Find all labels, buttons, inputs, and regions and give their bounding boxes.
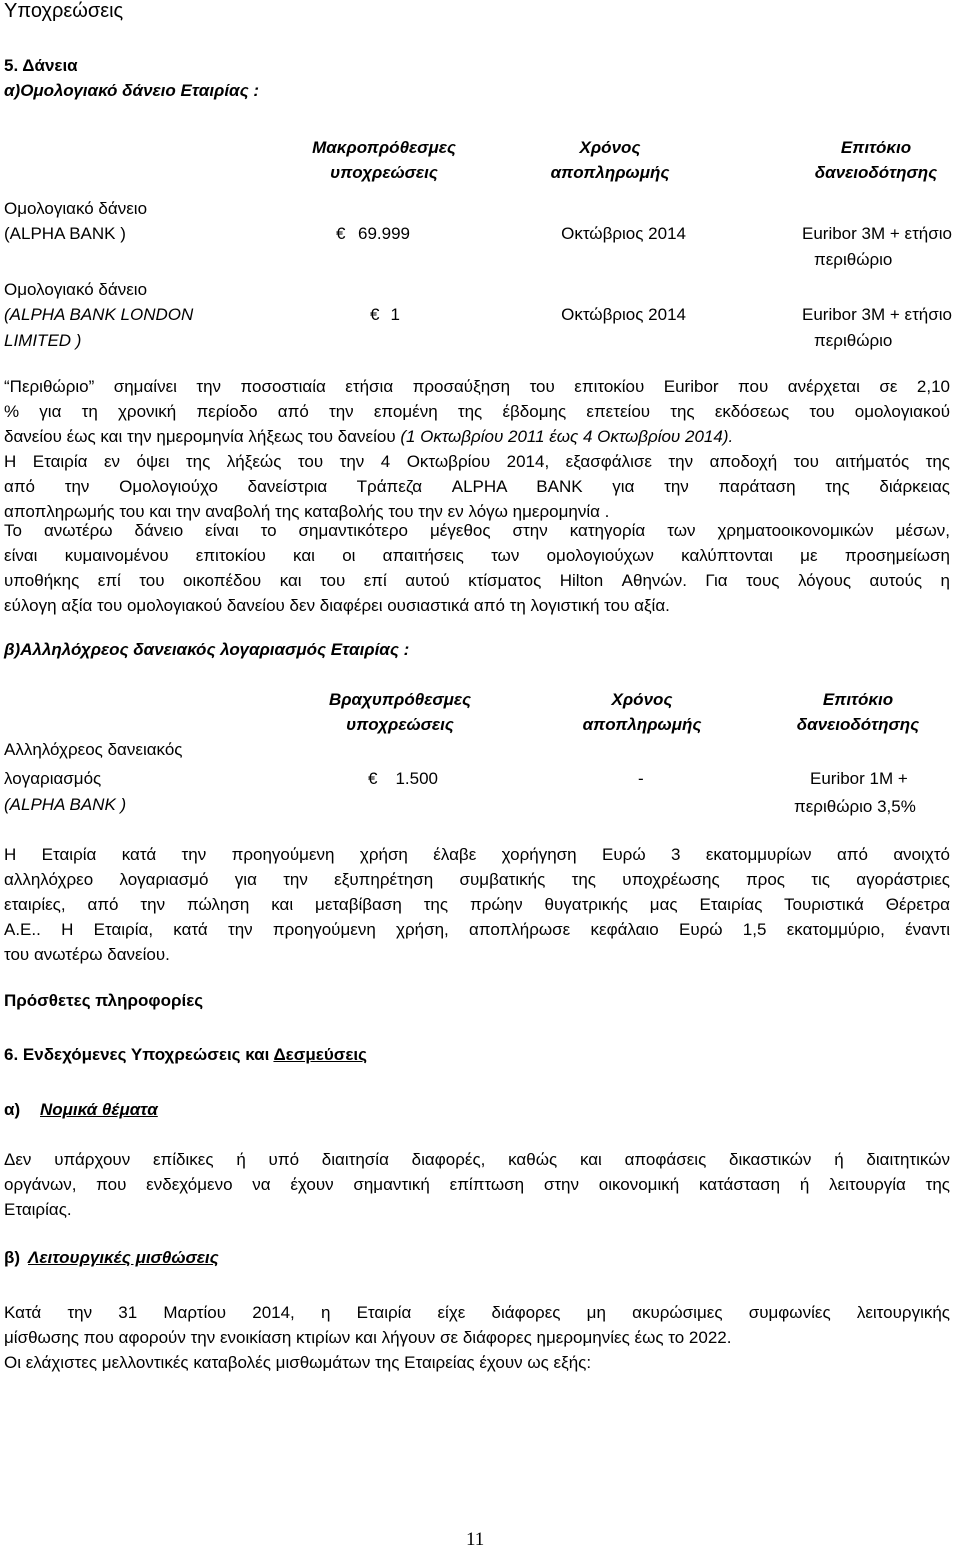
col-header-maturity-2: αποπληρωμής (550, 163, 670, 182)
text-line: του ανωτέρω δανείου. (4, 945, 170, 964)
page-heading: Υποχρεώσεις (4, 0, 124, 22)
rowb-rate-1: Euribor 1M + (810, 769, 908, 788)
row2-label-1: Ομολογιακό δάνειο (4, 280, 148, 299)
row1-maturity: Οκτώβριος 2014 (561, 224, 686, 243)
section-5-title: 5. Δάνεια (4, 56, 78, 75)
subsection-a-title: α)Ομολογιακό δάνειο Εταιρίας : (4, 81, 260, 100)
text-line: Κατά την 31 Μαρτίου 2014, η Εταιρία είχε διάφορες μη ακυρώσιμες συμφωνίες λειτουργικής (4, 1303, 950, 1322)
section-6-title-text: 6. Ενδεχόμενες Υποχρεώσεις και (4, 1045, 274, 1064)
rowb-label-2: λογαριασμός (4, 769, 102, 788)
colb-header-short-term: Βραχυπρόθεσμες (328, 690, 472, 709)
text-line: μίσθωσης που αφορούν την ενοικίαση κτιρίων και λήγουν σε διάφορες ημερομηνίες έως το 2022. (4, 1328, 732, 1347)
bond-significance-paragraph (4, 518, 950, 618)
rowb-label-3: (ALPHA BANK ) (4, 795, 127, 814)
current-account-paragraph (4, 842, 950, 967)
text-line: Εταιρίας. (4, 1200, 72, 1219)
row1-rate-2: περιθώριο (814, 250, 893, 269)
text-line: εταιρίες, από την πώληση και μεταβίβαση της πρώην θυγατρικής μας Εταιρίας Τουριστικά Θέρετρα (4, 895, 950, 914)
subsection-b-title: β)Αλληλόχρεος δανειακός λογαριασμός Εταιρίας : (4, 640, 410, 659)
row1-label-2: (ALPHA BANK ) (4, 224, 126, 243)
text-line: εύλογη αξία του ομολογιακού δανείου δεν διαφέρει ουσιαστικά από τη λογιστική του αξία. (4, 596, 670, 615)
col-header-long-term: Μακροπρόθεσμες (312, 138, 456, 157)
text-line: αλληλόχρεο λογαριασμό για την εξυπηρέτηση συμβατικής της υποχρέωσης προς τις αγοράστριες (4, 870, 950, 889)
colb-header-maturity: Χρόνος (611, 690, 673, 709)
additional-info-heading: Πρόσθετες πληροφορίες (4, 991, 204, 1010)
leases-paragraph (4, 1300, 950, 1375)
text-line: Το ανωτέρω δάνειο είναι το σημαντικότερο μέγεθος στην κατηγορία των χρηματοοικονομικών μέσων, (4, 521, 950, 540)
rowb-rate-2: περιθώριο 3,5% (794, 797, 916, 816)
colb-header-rate: Επιτόκιο (822, 690, 894, 709)
text-line: Α.Ε.. Η Εταιρία, κατά την προηγούμενη χρήση, αποπλήρωσε κεφάλαιο Ευρώ 1,5 εκατομμύριο, έναντι (4, 920, 950, 939)
col-header-maturity: Χρόνος (579, 138, 641, 157)
row2-rate-1: Euribor 3M + ετήσιο (802, 305, 952, 324)
rowb-currency: € (368, 769, 378, 788)
leases-label: β) (4, 1248, 21, 1267)
rowb-amount: 1.500 (395, 769, 438, 788)
page-number: 11 (466, 1529, 485, 1550)
legal-paragraph (4, 1147, 950, 1222)
text-line: οργάνων, που ενδεχόμενο να έχουν σημαντική επίπτωση στην οικονομική κατάσταση ή λειτουργία της (4, 1175, 950, 1194)
section-6-title-underlined: Δεσμεύσεις (273, 1045, 367, 1064)
margin-definition-paragraph (4, 374, 950, 449)
rowb-maturity: - (638, 769, 644, 788)
colb-header-maturity-2: αποπληρωμής (582, 715, 702, 734)
row1-label-1: Ομολογιακό δάνειο (4, 199, 148, 218)
row1-rate-1: Euribor 3M + ετήσιο (802, 224, 952, 243)
text-line (4, 424, 950, 449)
text-line: Η Εταιρία εν όψει της λήξεώς του την 4 Οκτωβρίου 2014, εξασφάλισε την αποδοχή του αιτήματός της (4, 452, 950, 471)
col-header-long-term-2: υποχρεώσεις (330, 163, 438, 182)
col-header-rate-2: δανειοδότησης (814, 163, 938, 182)
colb-header-short-term-2: υποχρεώσεις (346, 715, 454, 734)
row2-currency: € (370, 305, 380, 324)
colb-header-rate-2: δανειοδότησης (796, 715, 920, 734)
text-line: Οι ελάχιστες μελλοντικές καταβολές μισθωμάτων της Εταιρείας έχουν ως εξής: (4, 1353, 592, 1372)
section-6-title (4, 1043, 367, 1066)
text-line: είναι κυμαινομένου επιτοκίου και οι απαιτήσεις των ομολογιούχων καλύπτονται με προσημείωση (4, 546, 950, 565)
row2-label-2: (ALPHA BANK LONDON (4, 305, 194, 324)
row1-amount: 69.999 (358, 224, 410, 243)
text-line: “Περιθώριο” σημαίνει την ποσοστιαία ετήσια προσαύξηση του επιτοκίου Euribor που ανέρχεται σε 2,10 (4, 377, 950, 396)
text-line: % για τη χρονική περίοδο από την επομένη της έβδομης επετείου της εκδόσεως του ομολογιακού (4, 402, 950, 421)
text-line: από την Ομολογιούχο δανείστρια Τράπεζα ALPHA BANK για την παράταση της διάρκειας (4, 477, 950, 496)
row2-rate-2: περιθώριο (814, 331, 893, 350)
legal-title: Νομικά θέματα (40, 1100, 158, 1119)
row2-amount: 1 (390, 305, 400, 324)
row2-maturity: Οκτώβριος 2014 (561, 305, 686, 324)
text-line: υποθήκης επί του οικοπέδου και του επί αυτού κτίσματος Hilton Αθηνών. Για τους λόγους αυτούς η (4, 571, 950, 590)
text-line: Η Εταιρία κατά την προηγούμενη χρήση έλαβε χορήγηση Ευρώ 3 εκατομμυρίων από ανοιχτό (4, 845, 950, 864)
text-line: Δεν υπάρχουν επίδικες ή υπό διαιτησία διαφορές, καθώς και αποφάσεις δικαστικών ή διαιτητικών (4, 1150, 950, 1169)
extension-paragraph (4, 449, 950, 524)
leases-title: Λειτουργικές μισθώσεις (28, 1248, 219, 1267)
legal-label: α) (4, 1100, 21, 1119)
rowb-label-1: Αλληλόχρεος δανειακός (4, 740, 183, 759)
row1-currency: € (336, 224, 346, 243)
col-header-rate: Επιτόκιο (840, 138, 912, 157)
date-range-italic: (1 Οκτωβρίου 2011 έως 4 Οκτωβρίου 2014). (400, 427, 734, 446)
row2-label-3: LIMITED ) (4, 331, 82, 350)
text-fragment: δανείου έως και την ημερομηνία λήξεως του δανείου (4, 427, 401, 446)
text-line: αποπληρωμής του και την αναβολή της καταβολής του την εν λόγω ημερομηνία . (4, 502, 610, 521)
